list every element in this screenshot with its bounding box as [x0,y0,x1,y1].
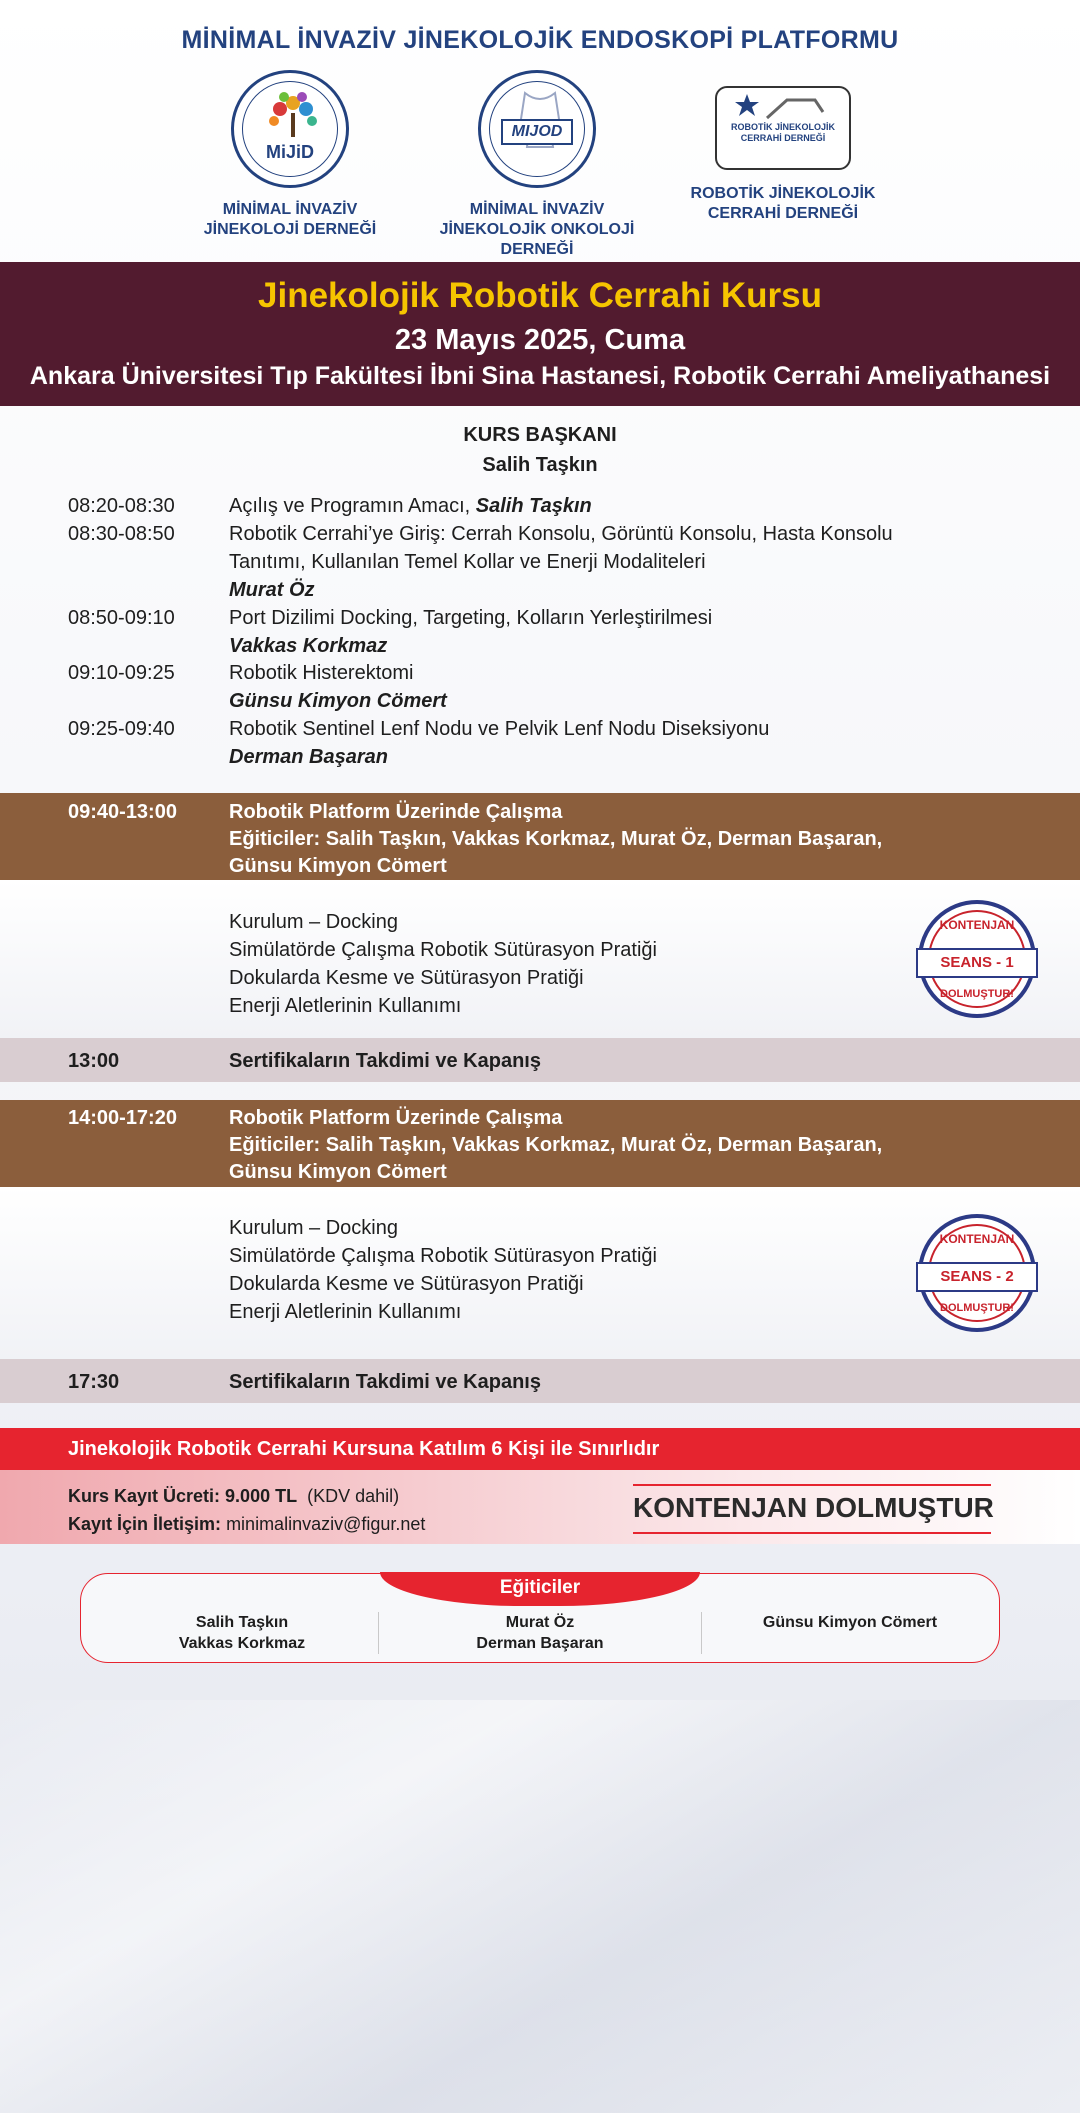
stamp-top-text: KONTENJAN [939,1232,1015,1246]
logo-acronym: ROBOTİK JİNEKOLOJİK CERRAHİ DERNEĞİ [730,122,835,143]
schedule-time: 08:20-08:30 [68,495,175,517]
president-name: Salih Taşkın [482,454,598,476]
column-divider [378,1612,379,1654]
session-trainers: Eğiticiler: Salih Taşkın, Vakkas Korkmaz, Murat Öz, Derman Başaran, [229,1134,883,1156]
trainer-column [700,1612,1000,1633]
schedule-time: 09:10-09:25 [68,662,175,684]
session-item: Simülatörde Çalışma Robotik Sütürasyon Pratiği [229,939,657,961]
fee-info [68,1486,399,1507]
session-item: Kurulum – Docking [229,911,398,933]
stamp-label: SEANS - 2 [916,1262,1038,1292]
mijod-logo-block [407,70,667,260]
speaker-name: Salih Taşkın [475,495,592,517]
session-item: Enerji Aletlerinin Kullanımı [229,995,462,1017]
stamp-bottom-text: DOLMUŞTUR! [940,1302,1014,1314]
closing-text: Sertifikaların Takdimi ve Kapanış [229,1050,541,1072]
schedule-topic: Robotik Histerektomi [229,662,414,684]
trainer-name: Murat Öz [505,1614,575,1631]
session-item: Simülatörde Çalışma Robotik Sütürasyon Pratiği [229,1245,657,1267]
trainers-title: Eğiticiler [499,1577,581,1598]
tree-of-life-icon [231,70,349,188]
session-item: Dokularda Kesme ve Sütürasyon Pratiği [229,967,584,989]
speaker-name: Günsu Kimyon Cömert [229,690,447,712]
schedule-topic [229,495,592,518]
logo-caption: MİNİMAL İNVAZİV JİNEKOLOJİK ONKOLOJİ DERNEĞİ [439,201,635,258]
session-time: 14:00-17:20 [68,1107,177,1129]
logo-acronym: MIJOD [501,119,573,145]
platform-title: MİNİMAL İNVAZİV JİNEKOLOJİK ENDOSKOPİ PLATFORMU [181,26,899,54]
session-trainers: Eğiticiler: Salih Taşkın, Vakkas Korkmaz, Murat Öz, Derman Başaran, [229,828,883,850]
speaker-name: Vakkas Korkmaz [229,635,388,657]
trainer-name: Vakkas Korkmaz [178,1635,306,1652]
closing-time: 13:00 [68,1050,120,1072]
full-notice: KONTENJAN DOLMUŞTUR [633,1492,994,1523]
stamp-label: SEANS - 1 [916,948,1038,978]
session-time: 09:40-13:00 [68,801,177,823]
rcd-logo-block [653,70,913,224]
background-texture [0,1700,1080,2113]
fee-note: (KDV dahil) [307,1486,400,1506]
session-item: Dokularda Kesme ve Sütürasyon Pratiği [229,1273,584,1295]
closing-text: Sertifikaların Takdimi ve Kapanış [229,1371,541,1393]
schedule-topic: Port Dizilimi Docking, Targeting, Kolların Yerleştirilmesi [229,607,713,629]
course-date: 23 Mayıs 2025, Cuma [394,324,686,356]
full-notice-rule-bottom [633,1532,991,1534]
session-item: Enerji Aletlerinin Kullanımı [229,1301,462,1323]
session-trainers: Günsu Kimyon Cömert [229,855,447,877]
topic-text: Açılış ve Programın Amacı, [229,495,476,517]
contact-email[interactable]: minimalinvaziv@figur.net [226,1514,426,1534]
closing-time: 17:30 [68,1371,120,1393]
stamp-bottom-text: DOLMUŞTUR! [940,988,1014,1000]
session-title: Robotik Platform Üzerinde Çalışma [229,1107,563,1129]
schedule-time: 09:25-09:40 [68,718,175,740]
schedule-time: 08:30-08:50 [68,523,175,545]
session-title: Robotik Platform Üzerinde Çalışma [229,801,563,823]
trainer-column [92,1612,392,1654]
full-stamp-icon [918,900,1036,1018]
trainer-column [390,1612,690,1654]
logo-caption: MİNİMAL İNVAZİV JİNEKOLOJİ DERNEĞİ [203,201,377,238]
schedule-time: 08:50-09:10 [68,607,175,629]
course-venue: Ankara Üniversitesi Tıp Fakültesi İbni Sina Hastanesi, Robotik Cerrahi Ameliyathanesi [29,362,1051,390]
course-title: Jinekolojik Robotik Cerrahi Kursu [258,276,822,315]
mijid-logo-block [160,70,420,240]
logo-acronym: MiJiD [265,142,314,162]
torso-icon [478,70,596,188]
contact-label: Kayıt İçin İletişim: [68,1514,222,1534]
trainer-name: Derman Başaran [476,1635,604,1652]
stamp-top-text: KONTENJAN [939,918,1015,932]
logo-caption: ROBOTİK JİNEKOLOJİK CERRAHİ DERNEĞİ [690,185,876,222]
schedule-topic: Robotik Sentinel Lenf Nodu ve Pelvik Lenf Nodu Diseksiyonu [229,718,770,740]
robot-arm-icon [715,86,851,170]
full-stamp-icon [918,1214,1036,1332]
schedule-topic: Robotik Cerrahi’ye Giriş: Cerrah Konsolu, Görüntü Konsolu, Hasta Konsolu [229,523,893,545]
trainer-name: Günsu Kimyon Cömert [762,1614,938,1631]
speaker-name: Derman Başaran [229,746,388,768]
limit-text: Jinekolojik Robotik Cerrahi Kursuna Katılım 6 Kişi ile Sınırlıdır [68,1438,660,1460]
fee-label: Kurs Kayıt Ücreti: 9.000 TL [68,1486,298,1506]
contact-info [68,1514,425,1535]
full-notice-rule-top [633,1484,991,1486]
speaker-name: Murat Öz [229,579,315,601]
session-trainers: Günsu Kimyon Cömert [229,1161,447,1183]
session-item: Kurulum – Docking [229,1217,398,1239]
schedule-topic: Tanıtımı, Kullanılan Temel Kollar ve Enerji Modaliteleri [229,551,706,573]
trainer-name: Salih Taşkın [195,1614,289,1631]
president-label: KURS BAŞKANI [463,424,617,446]
